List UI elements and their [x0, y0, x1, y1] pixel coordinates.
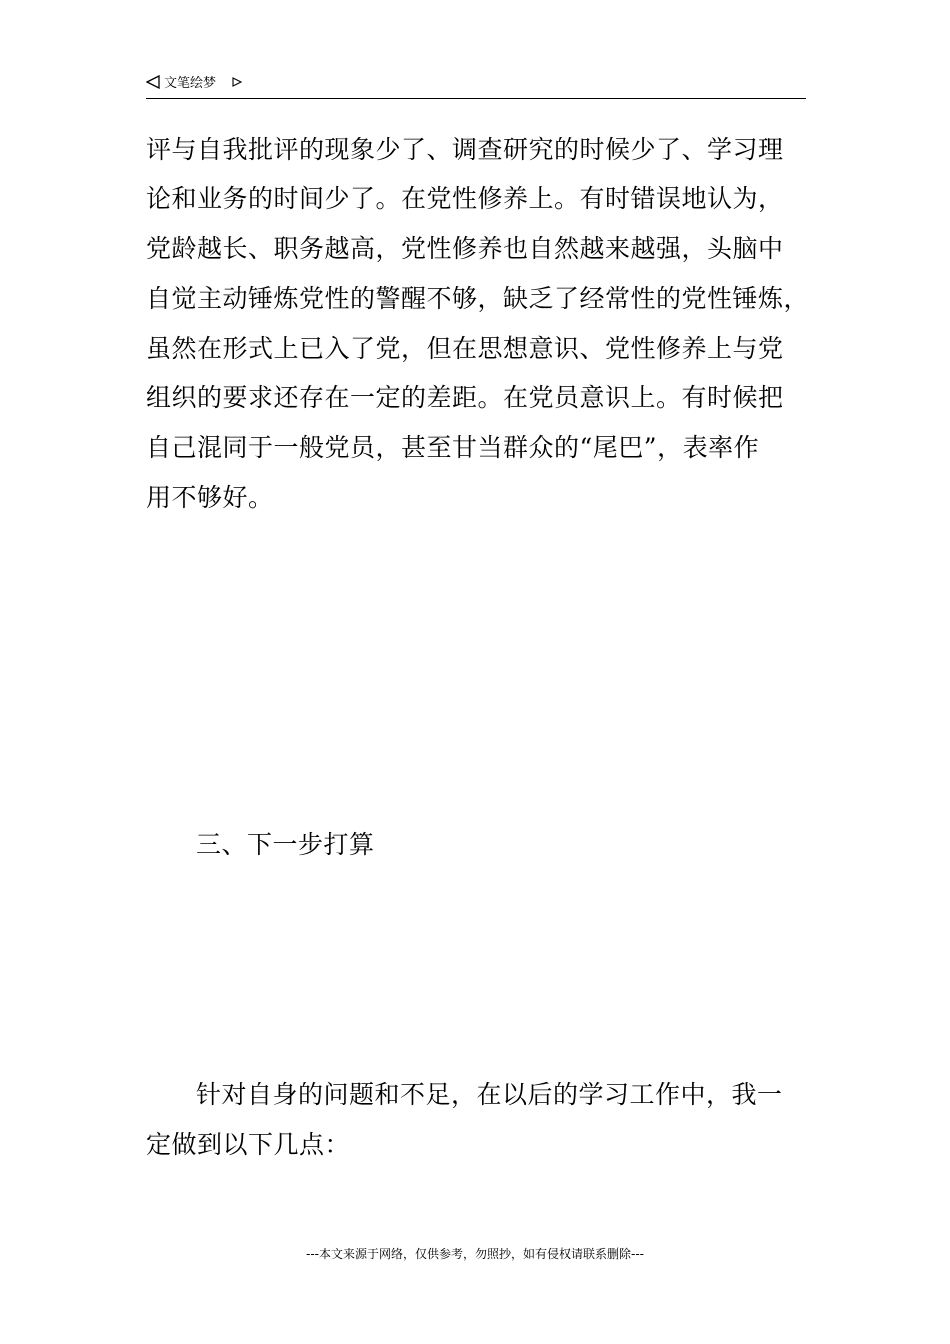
paragraph-line: 自觉主动锤炼党性的警醒不够，缺乏了经常性的党性锤炼， — [146, 284, 810, 313]
paragraph-line: 评与自我批评的现象少了、调查研究的时候少了、学习理 — [146, 135, 784, 164]
paragraph-line: 用不够好。 — [146, 483, 274, 512]
triangle-left-icon — [146, 75, 160, 89]
paragraph-line: 组织的要求还存在一定的差距。在党员意识上。有时候把 — [146, 383, 784, 412]
paragraph-line: 虽然在形式上已入了党，但在思想意识、党性修养上与党 — [146, 334, 784, 363]
triangle-right-icon — [232, 77, 242, 87]
header-title: 文笔绘梦 — [164, 76, 217, 91]
paragraph-line: 党龄越长、职务越高，党性修养也自然越来越强，头脑中 — [146, 234, 784, 263]
paragraph-line: 定做到以下几点： — [146, 1130, 351, 1159]
page-footer: ---本文来源于网络，仅供参考，勿照抄，如有侵权请联系删除--- — [306, 1247, 644, 1261]
section-heading: 三、下一步打算 — [196, 830, 375, 859]
paragraph-line: 自己混同于一般党员，甚至甘当群众的“尾巴”，表率作 — [146, 433, 760, 462]
paragraph-line: 针对自身的问题和不足，在以后的学习工作中，我一 — [196, 1080, 783, 1109]
page-header — [146, 72, 806, 99]
paragraph-line: 论和业务的时间少了。在党性修养上。有时错误地认为， — [146, 184, 784, 213]
